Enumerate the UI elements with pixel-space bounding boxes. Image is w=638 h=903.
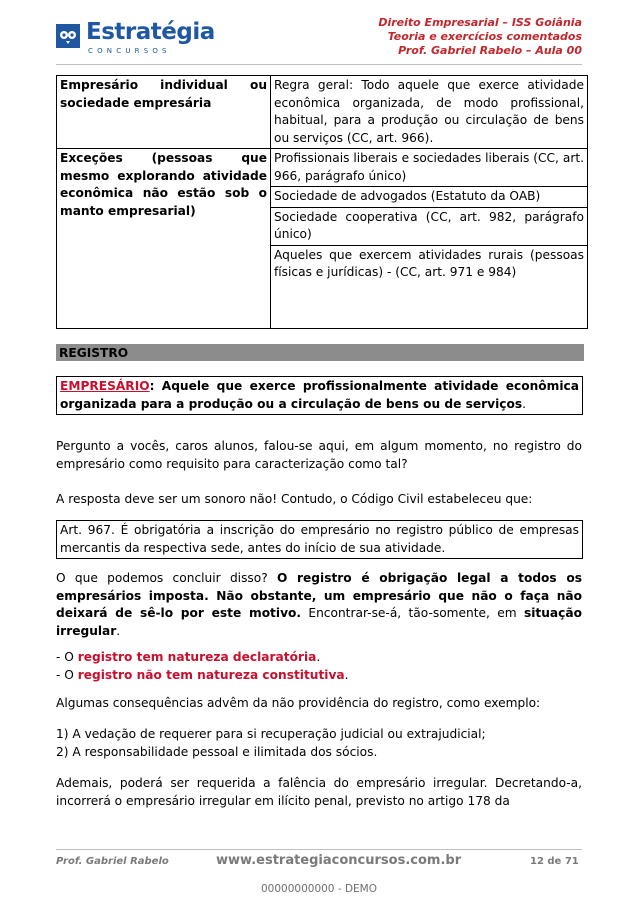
header-course: Direito Empresarial – ISS Goiânia [378, 16, 582, 29]
bullet-declaratory [56, 649, 582, 667]
table-cell-rule-label: Empresário individual ou sociedade empresária [57, 76, 271, 149]
bullet-prefix: - O [56, 668, 78, 682]
table-cell-rule-text: Regra geral: Todo aquele que exerce atividade econômica organizada, de modo profissional, habitual, para a produção ou circulação de bens ou serviços (CC, art. 966). [271, 76, 588, 149]
logo-main-text: Estratégia [86, 19, 215, 45]
logo [56, 20, 216, 60]
conclusion-mid: Encontrar-se-á, tão-somente, em [301, 606, 524, 620]
summary-table [56, 75, 588, 329]
paragraph-consequences: Algumas consequências advêm da não providência do registro, como exemplo: [56, 696, 541, 710]
definition-end: . [522, 396, 527, 411]
definition-text: : Aquele que exerce profissionalmente atividade econômica organizada para a produção ou a circulação de bens ou de serviços [60, 379, 579, 411]
logo-sub-text: CONCURSOS [88, 47, 171, 55]
table-cell-exception: Aqueles que exercem atividades rurais (pessoas físicas e jurídicas) - (CC, art. 971 e 984) [271, 245, 588, 328]
demo-watermark: 00000000000 - DEMO [261, 883, 377, 895]
footer-author: Prof. Gabriel Rabelo [56, 856, 169, 867]
header-divider [56, 64, 582, 65]
conclusion-irregular: situação irregular [56, 606, 582, 638]
definition-box [56, 376, 583, 415]
paragraph-answer: A resposta deve ser um sonoro não! Contudo, o Código Civil estabeleceu que: [56, 492, 533, 506]
table-row [57, 149, 588, 187]
bullet-text: registro não tem natureza constitutiva [77, 668, 345, 682]
footer-website-link[interactable]: www.estrategiaconcursos.com.br [216, 853, 462, 868]
section-title: REGISTRO [56, 344, 584, 361]
paragraph-question: Pergunto a vocês, caros alunos, falou-se aqui, em algum momento, no registro do empresário como requisito para caracterização como tal? [56, 439, 582, 471]
paragraph-conclusion [56, 570, 582, 640]
definition-term: EMPRESÁRIO [60, 379, 150, 393]
table-cell-exception: Sociedade de advogados (Estatuto da OAB) [271, 187, 588, 208]
header-subtitle: Teoria e exercícios comentados [387, 30, 582, 43]
bullet-suffix: . [316, 650, 321, 664]
article-box: Art. 967. É obrigatória a inscrição do empresário no registro público de empresas mercantis da respectiva sede, antes do início de sua atividade. [56, 520, 583, 559]
table-cell-exception: Sociedade cooperativa (CC, art. 982, parágrafo único) [271, 207, 588, 245]
bullet-constitutive [56, 667, 582, 685]
bullet-text: registro tem natureza declaratória [77, 650, 317, 664]
conclusion-end: . [116, 623, 121, 638]
table-cell-exceptions-label: Exceções (pessoas que mesmo explorando atividade econômica não estão sob o manto empresarial) [57, 149, 271, 329]
footer-divider [56, 849, 582, 850]
table-cell-exception: Profissionais liberais e sociedades liberais (CC, art. 966, parágrafo único) [271, 149, 588, 187]
footer-page-number: 12 de 71 [530, 856, 579, 867]
bullet-suffix: . [344, 668, 349, 682]
list-item: 2) A responsabilidade pessoal e ilimitada dos sócios. [56, 745, 378, 759]
table-row [57, 76, 588, 149]
paragraph-bankruptcy: Ademais, poderá ser requerida a falência do empresário irregular. Decretando-a, incorrerá o empresário irregular em ilícito penal, previsto no artigo 178 da [56, 776, 582, 808]
conclusion-intro: O que podemos concluir disso? [56, 571, 277, 585]
bullet-prefix: - O [56, 650, 78, 664]
list-item: 1) A vedação de requerer para si recuperação judicial ou extrajudicial; [56, 727, 486, 741]
conclusion-bold: O registro é obrigação legal a todos os empresários imposta. Não obstante, um empresário que não o faça não deixará de sê-lo por este motivo. [56, 571, 582, 620]
header-lesson: Prof. Gabriel Rabelo – Aula 00 [398, 44, 582, 57]
owl-logo-icon [56, 24, 80, 48]
